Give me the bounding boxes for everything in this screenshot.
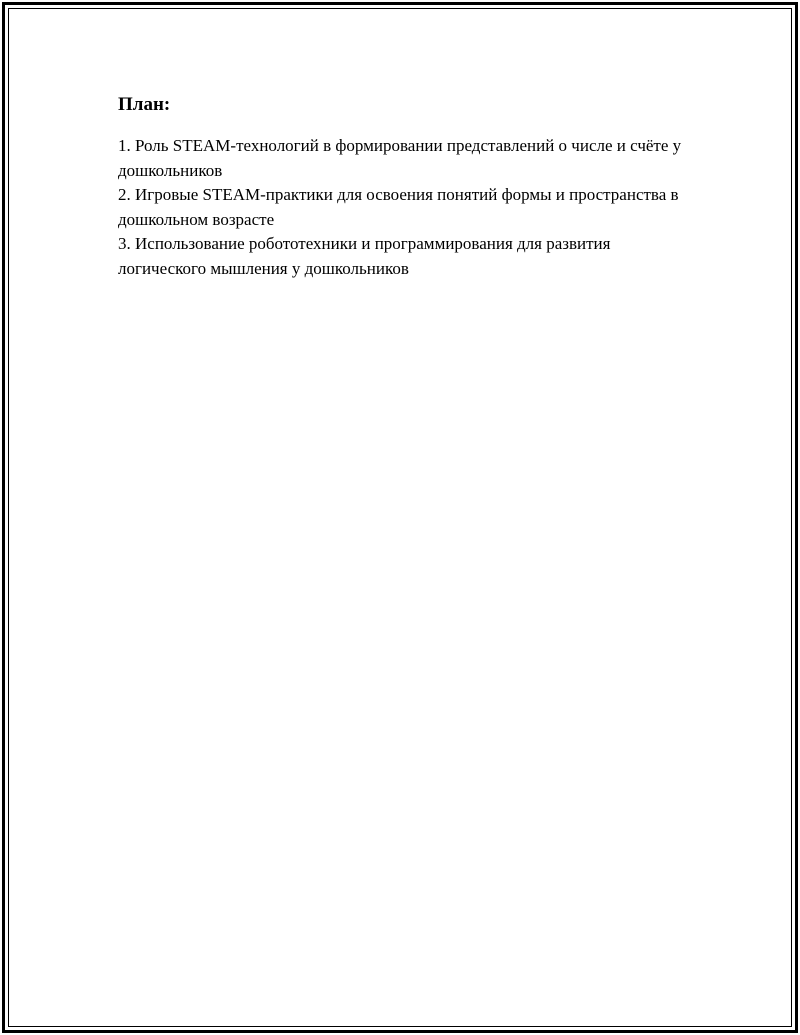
plan-item: 1. Роль STEAM-технологий в формировании представлений о числе и счёте у дошкольников <box>118 136 682 180</box>
plan-list <box>118 134 698 281</box>
plan-item: 3. Использование робототехники и программирования для развития логического мышления у дошкольников <box>118 234 611 278</box>
plan-title: План: <box>118 94 171 115</box>
plan-item: 2. Игровые STEAM-практики для освоения понятий формы и пространства в дошкольном возрасте <box>118 185 679 229</box>
document-content <box>118 92 698 281</box>
